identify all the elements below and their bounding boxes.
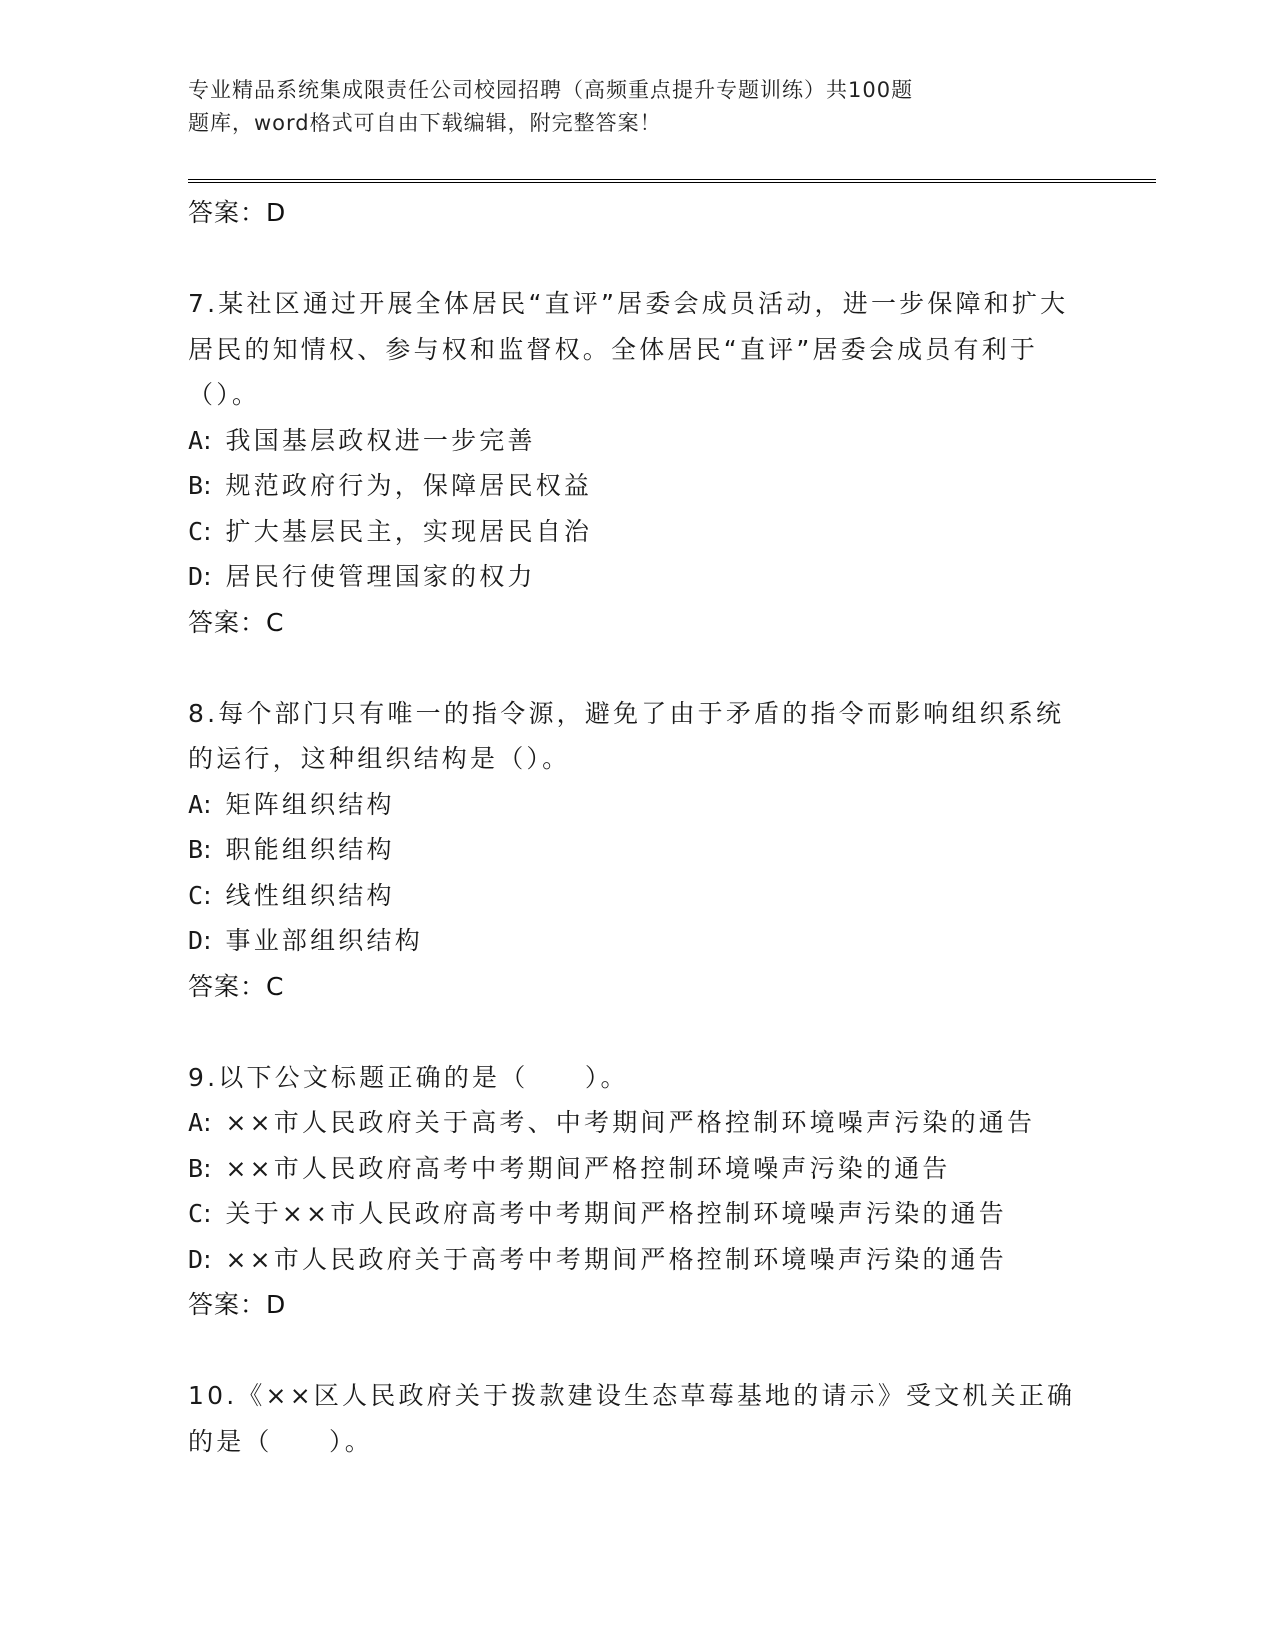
option-d: D: ××市人民政府关于高考中考期间严格控制环境噪声污染的通告 bbox=[188, 1244, 1007, 1274]
document-body bbox=[188, 190, 1088, 1464]
question-7 bbox=[188, 281, 1088, 645]
spacer bbox=[188, 1327, 1088, 1373]
header-line-1: 专业精品系统集成限责任公司校园招聘（高频重点提升专题训练）共100题 bbox=[188, 78, 914, 102]
question-text: 8.每个部门只有唯一的指令源，避免了由于矛盾的指令而影响组织系统的运行，这种组织结构是（）。 bbox=[188, 698, 1065, 773]
header-divider bbox=[188, 179, 1156, 183]
answer-line: 答案：D bbox=[188, 1290, 287, 1319]
option-d: D: 事业部组织结构 bbox=[188, 926, 423, 955]
question-9 bbox=[188, 1055, 1088, 1328]
answer-line: 答案：C bbox=[188, 971, 285, 1001]
spacer bbox=[188, 235, 1088, 281]
spacer bbox=[188, 645, 1088, 691]
header-line-2: 题库，word格式可自由下载编辑，附完整答案！ bbox=[188, 111, 662, 135]
document-header bbox=[188, 74, 1018, 140]
option-a: A: 矩阵组织结构 bbox=[188, 789, 395, 819]
answer-line: 答案：C bbox=[188, 607, 285, 637]
option-c: C: 扩大基层民主，实现居民自治 bbox=[188, 516, 593, 546]
option-c: C: 线性组织结构 bbox=[188, 880, 395, 910]
question-10 bbox=[188, 1373, 1088, 1464]
question-text: 10.《××区人民政府关于拨款建设生态草莓基地的请示》受文机关正确的是（ ）。 bbox=[188, 1381, 1076, 1456]
question-text: 7.某社区通过开展全体居民“直评”居委会成员活动，进一步保障和扩大居民的知情权、参与权和监督权。全体居民“直评”居委会成员有利于（）。 bbox=[188, 289, 1069, 409]
spacer bbox=[188, 1009, 1088, 1055]
question-8 bbox=[188, 691, 1088, 1009]
question-text: 9.以下公文标题正确的是（ ）。 bbox=[188, 1062, 629, 1092]
option-d: D: 居民行使管理国家的权力 bbox=[188, 562, 536, 591]
option-c: C: 关于××市人民政府高考中考期间严格控制环境噪声污染的通告 bbox=[188, 1199, 1007, 1228]
answer-line: 答案：D bbox=[188, 198, 287, 227]
option-b: B: 规范政府行为，保障居民权益 bbox=[188, 471, 593, 500]
option-b: B: ××市人民政府高考中考期间严格控制环境噪声污染的通告 bbox=[188, 1153, 951, 1183]
option-a: A: 我国基层政权进一步完善 bbox=[188, 425, 536, 455]
option-a: A: ××市人民政府关于高考、中考期间严格控制环境噪声污染的通告 bbox=[188, 1108, 1036, 1137]
option-b: B: 职能组织结构 bbox=[188, 835, 395, 864]
